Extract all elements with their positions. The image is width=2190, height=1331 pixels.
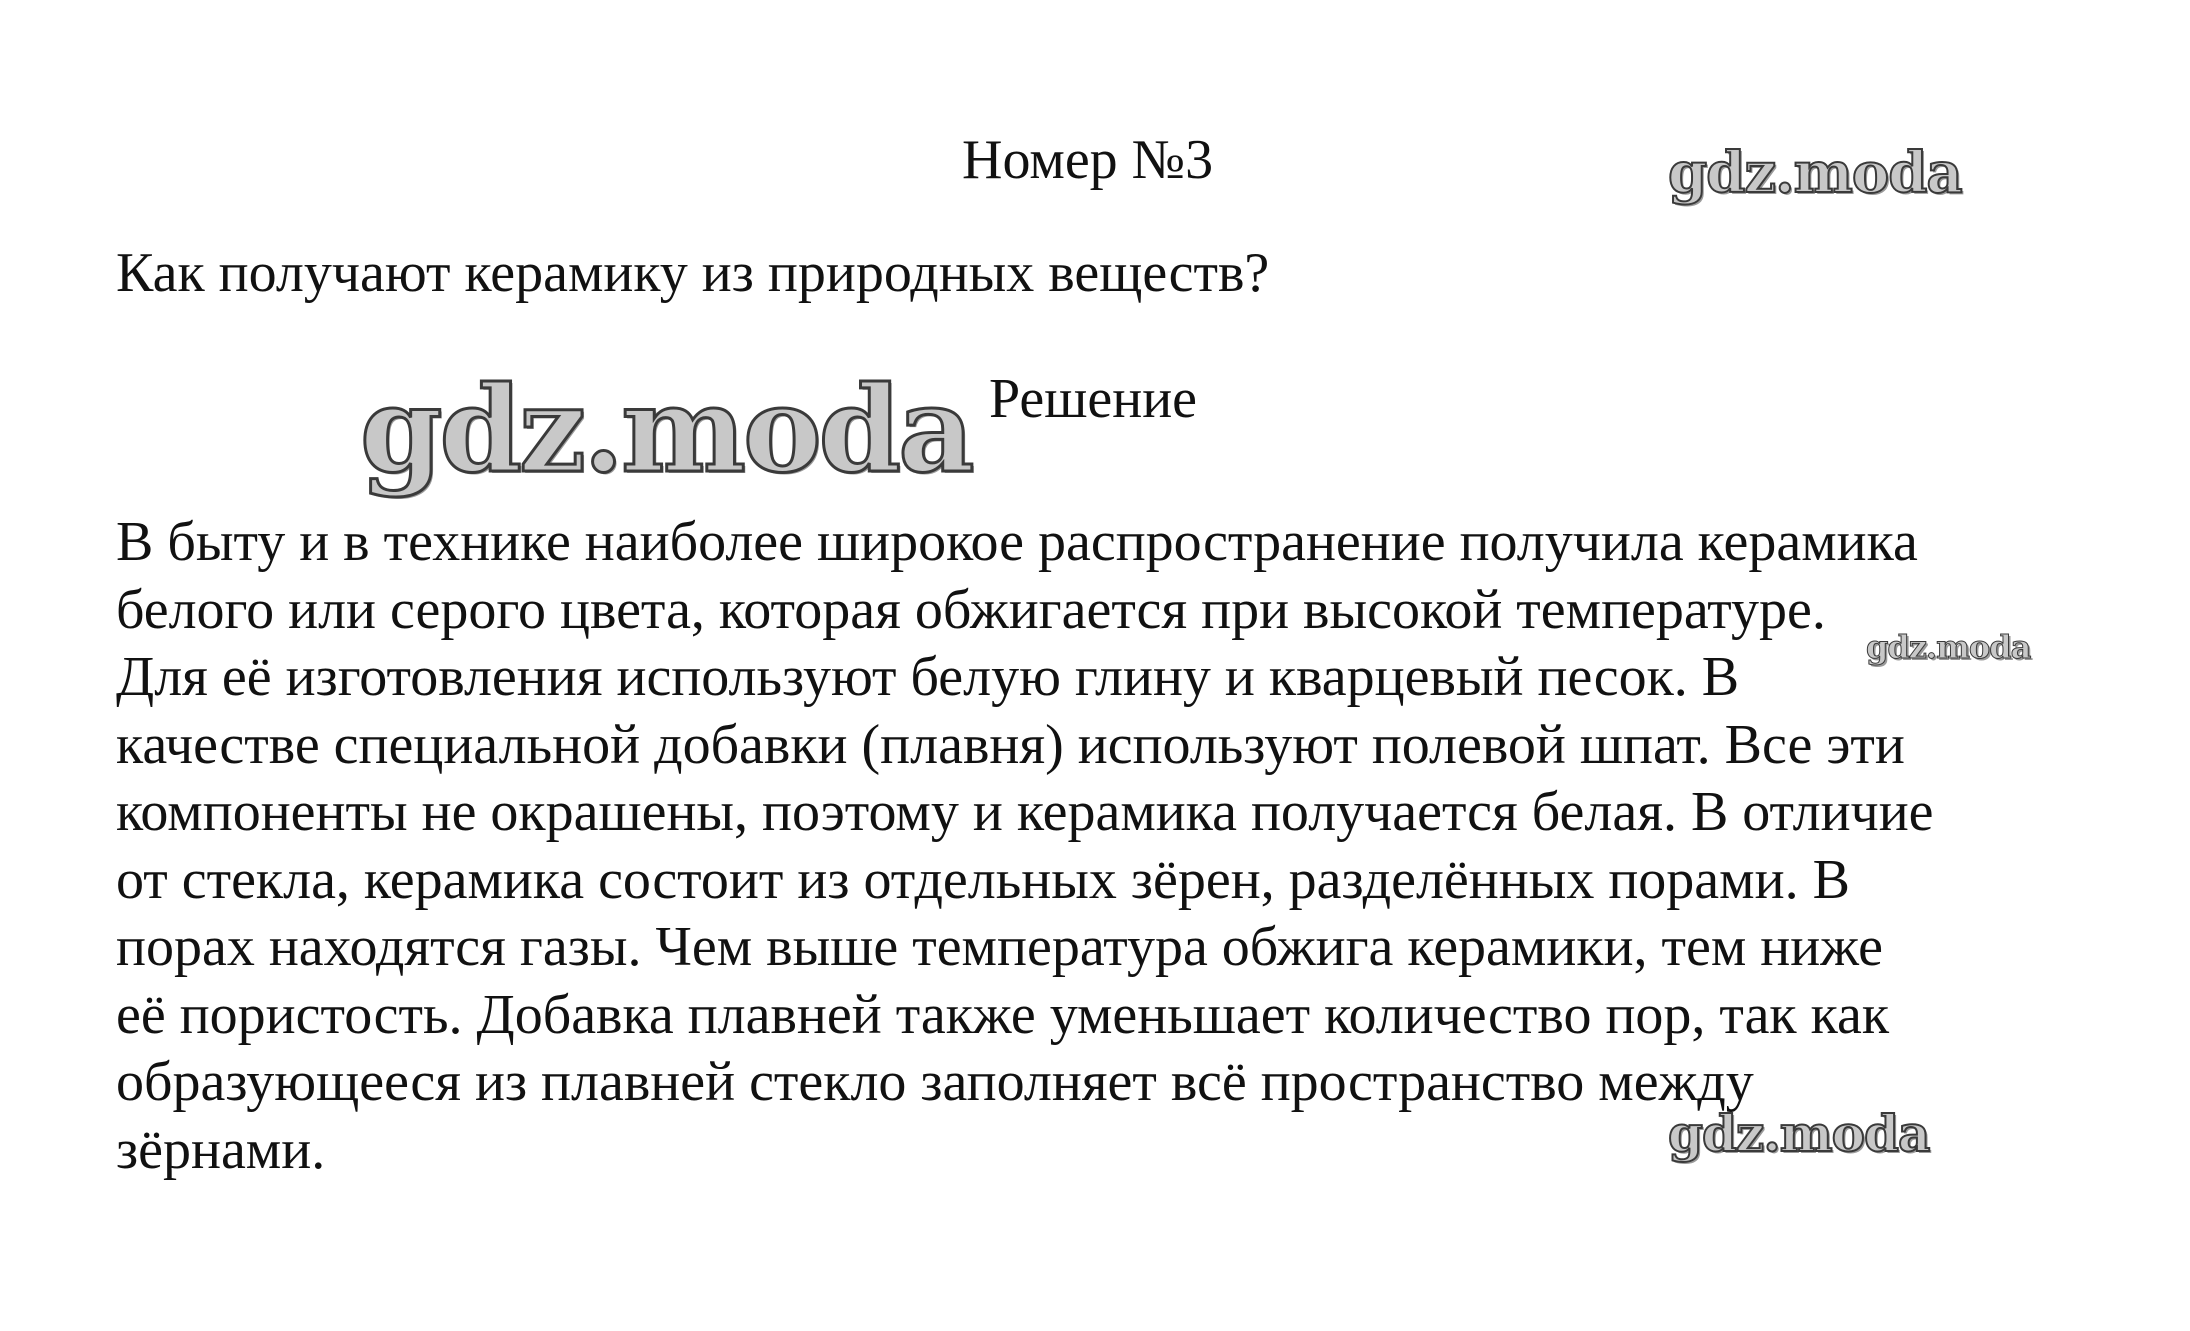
body-line: её пористость. Добавка плавней также уменьшает количество пор, так как (116, 984, 1890, 1046)
body-line: В быту и в технике наиболее широкое распространение получила керамика (116, 511, 1918, 573)
body-line: от стекла, керамика состоит из отдельных зёрен, разделённых порами. В (116, 849, 1850, 911)
body-line: белого или серого цвета, которая обжигается при высокой температуре. (116, 579, 1826, 641)
body-line: порах находятся газы. Чем выше температура обжига керамики, тем ниже (116, 916, 1884, 978)
watermark-bottom-logo: gdz.moda (1668, 1104, 1930, 1163)
solution-heading: Решение (989, 368, 1198, 430)
body-line: образующееся из плавней стекло заполняет всё пространство между (116, 1051, 1754, 1113)
body-line: Для её изготовления используют белую глину и кварцевый песок. В (116, 646, 1740, 708)
watermark-small-logo: gdz.moda (1866, 628, 2031, 666)
body-line: качестве специальной добавки (плавня) используют полевой шпат. Все эти (116, 714, 1905, 776)
page-title: Номер №3 (962, 129, 1214, 191)
watermark-top-logo: gdz.moda (1668, 140, 1962, 206)
body-line: зёрнами. (116, 1119, 326, 1181)
watermark-large-logo: gdz.moda (360, 360, 972, 499)
body-line: компоненты не окрашены, поэтому и керамика получается белая. В отличие (116, 781, 1934, 843)
question-text: Как получают керамику из природных веществ? (116, 242, 1270, 304)
